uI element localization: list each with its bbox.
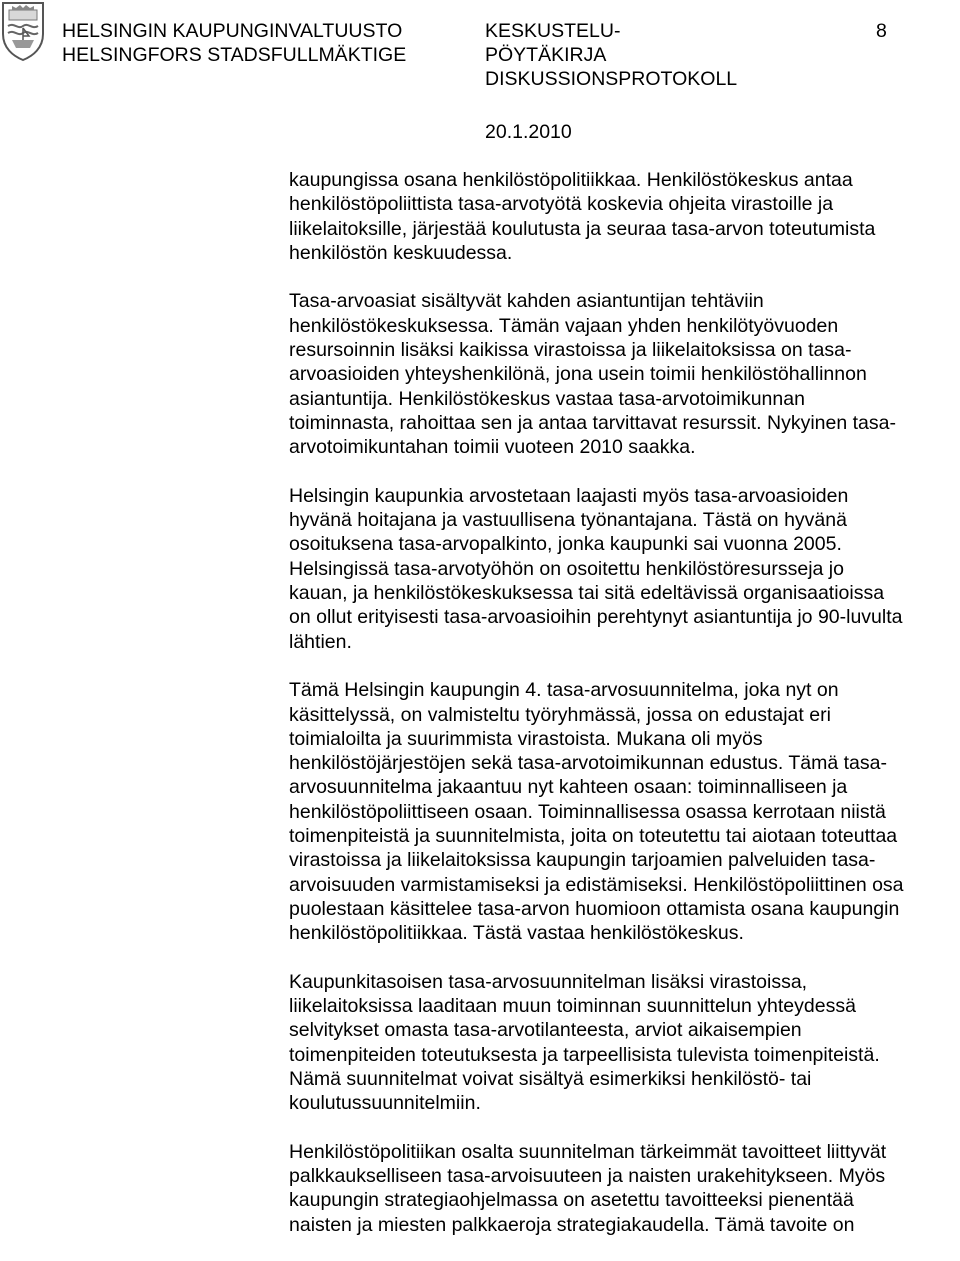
document-type-line-2: PÖYTÄKIRJA	[485, 44, 607, 66]
paragraph: Henkilöstöpolitiikan osalta suunnitelman tärkeimmät tavoitteet liittyvät palkkaukselliseen tasa-arvoisuuteen ja naisten urakehitykseen. Myös kaupungin strategiaohjelmassa on asetettu tavoitteeksi pienentää naisten ja miesten palkkaeroja strategiakaudella. Tämä tavoite on	[289, 1140, 887, 1236]
document-body	[289, 168, 957, 1261]
paragraph: kaupungissa osana henkilöstöpolitiikkaa. Henkilöstökeskus antaa henkilöstöpoliittista tasa-arvotyötä koskevia ohjeita virastoille ja liikelaitoksille, järjestää koulutusta ja seuraa tasa-arvon toteutumista henkilöstön keskuudessa.	[289, 169, 876, 264]
paragraph: Tämä Helsingin kaupungin 4. tasa-arvosuunnitelma, joka nyt on käsittelyssä, on valmisteltu työryhmässä, jossa on edustajat eri toimialoilta ja suurimmista virastoista. Mukana oli myös henkilöstöjärjestöjen sekä tasa-arvotoimikunnan edustus. Tämä tasa- arvosuunnitelma jakaantuu nyt kahteen osaan: toiminnalliseen ja henkilöstöpoliittiseen osaan. Toiminnallisessa osassa kerrotaan niistä toimenpiteistä ja suunnitelmista, joita on toteutettu tai aiotaan toteuttaa virastoissa ja liikelaitoksissa kaupungin tarjoamien palveluiden tasa- arvoisuuden varmistamiseksi ja edistämiseksi. Henkilöstöpoliittinen osa puolestaan käsittelee tasa-arvon huomioon ottamista osana kaupungin henkilöstöpolitiikkaa. Tästä vastaa henkilöstökeskus.	[289, 679, 904, 945]
paragraph: Kaupunkitasoisen tasa-arvosuunnitelman lisäksi virastoissa, liikelaitoksissa laaditaan muun toiminnan suunnittelun yhteydessä selvitykset omasta tasa-arvotilanteesta, arviot aikaisempien toimenpiteiden toteutuksesta ja tarpeellisista tulevista toimenpiteistä. Nämä suunnitelmat voivat sisältyä esimerkiksi henkilöstö- tai koulutussuunnitelmiin.	[289, 970, 880, 1115]
paragraph: Tasa-arvoasiat sisältyvät kahden asiantuntijan tehtäviin henkilöstökeskuksessa. Tämän vajaan yhden henkilötyövuoden resursoinnin lisäksi kaikissa virastoissa ja liikelaitoksissa on tasa- arvoasioiden yhteyshenkilönä, jona usein toimii henkilöstöhallinnon asiantuntija. Henkilöstökeskus vastaa tasa-arvotoimikunnan toiminnasta, rahoittaa sen ja antaa tarvittavat resurssit. Nykyinen tasa- arvotoimikuntahan toimii vuoteen 2010 saakka.	[289, 290, 896, 459]
document-type-line-3: DISKUSSIONSPROTOKOLL	[485, 68, 738, 90]
organization-name-swedish: HELSINGFORS STADSFULLMÄKTIGE	[62, 44, 407, 66]
organization-name-finnish: HELSINGIN KAUPUNGINVALTUUSTO	[62, 20, 403, 42]
organization-name	[62, 19, 406, 67]
helsinki-coat-of-arms-logo	[0, 0, 46, 62]
paragraph: Helsingin kaupunkia arvostetaan laajasti myös tasa-arvoasioiden hyvänä hoitajana ja vastuullisena työnantajana. Tästä on hyvänä osoituksena tasa-arvopalkinto, jonka kaupunki sai vuonna 2005. Helsingissä tasa-arvotyöhön on osoitettu henkilöstöresursseja jo kauan, ja henkilöstökeskuksessa tai sitä edeltävissä organisaatioissa on ollut erityisesti tasa-arvoasioihin perehtynyt asiantuntija jo 90-luvulta lähtien.	[289, 484, 903, 653]
page-number: 8	[876, 20, 887, 42]
document-type-line-1: KESKUSTELU-	[485, 20, 621, 42]
document-type	[485, 19, 737, 91]
document-date: 20.1.2010	[485, 121, 572, 143]
